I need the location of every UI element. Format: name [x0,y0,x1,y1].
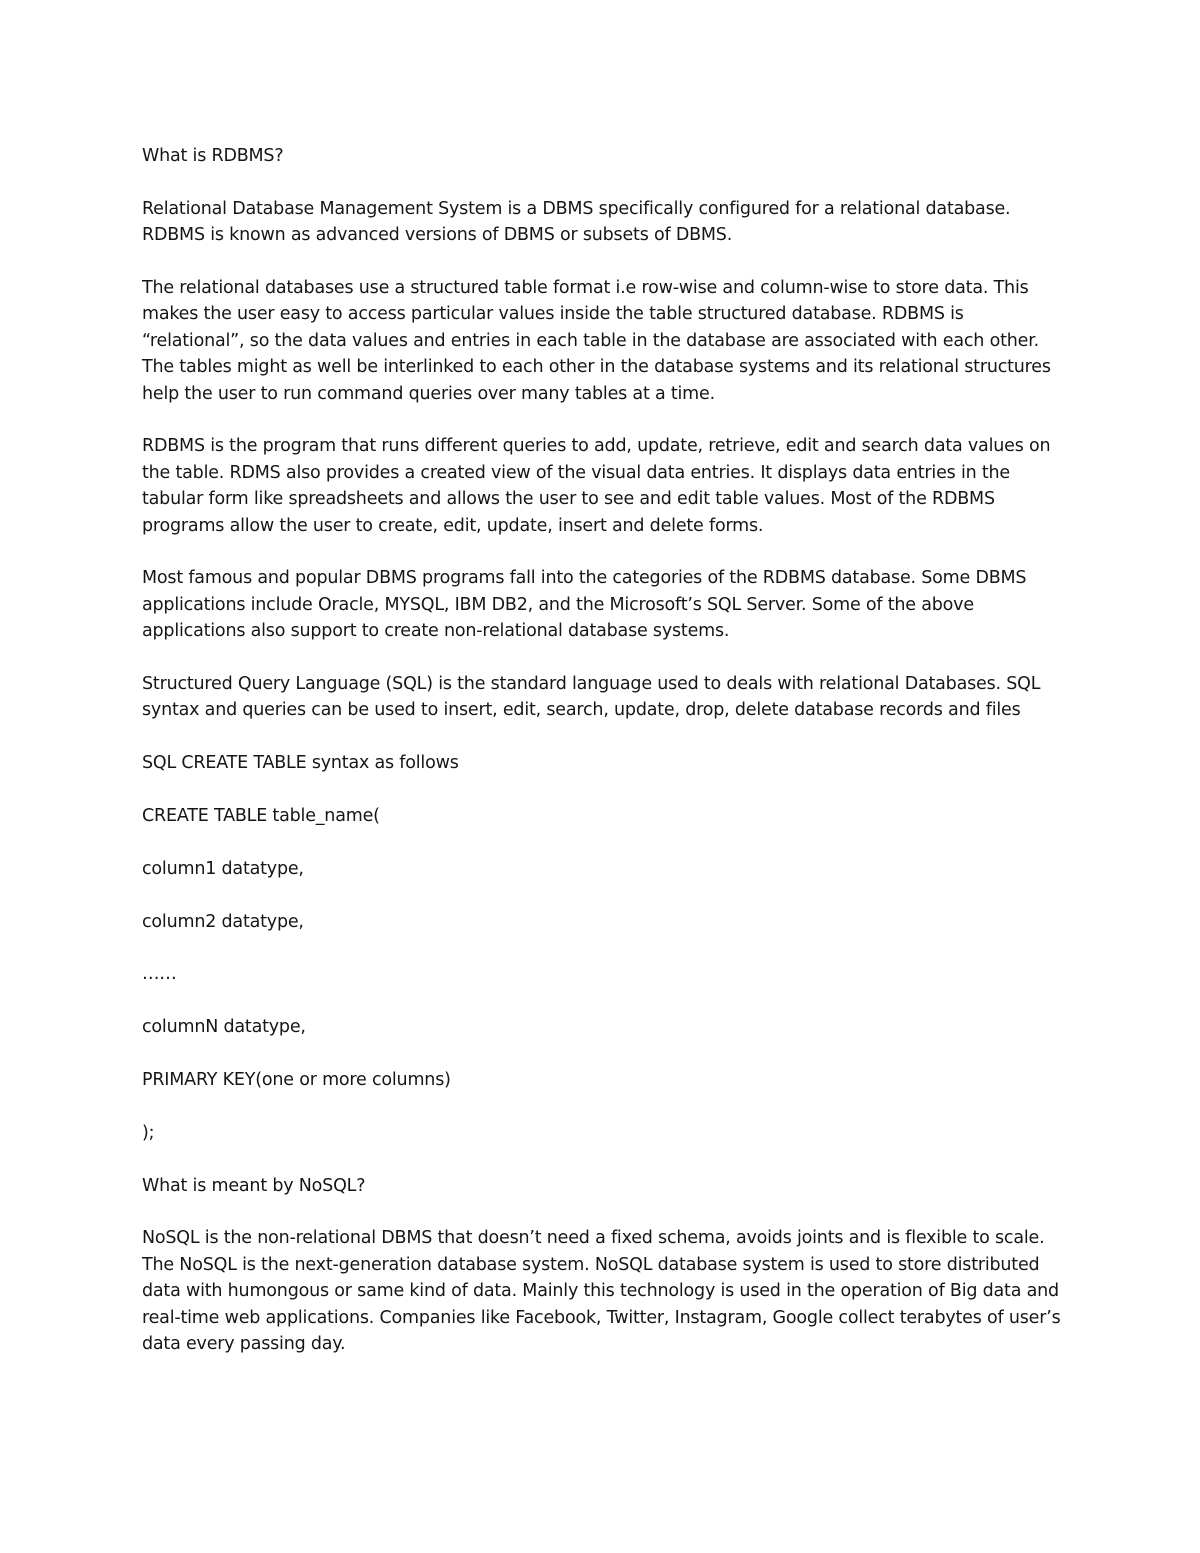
sql-line-close: ); [142,1122,155,1143]
heading-nosql: What is meant by NoSQL? [142,1175,366,1196]
sql-syntax-intro: SQL CREATE TABLE syntax as follows [142,753,459,774]
heading-rdbms: What is RDBMS? [142,146,284,166]
sql-line-column1: column1 datatype, [142,858,304,879]
sql-line-columnN: columnN datatype, [142,1017,306,1038]
sql-line-primary-key: PRIMARY KEY(one or more columns) [142,1070,451,1091]
sql-line-ellipsis: …… [142,964,177,985]
paragraph-dbms-programs: Most famous and popular DBMS programs fall into the categories of the RDBMS database. Some DBMS applications include Oracle, MYSQL, IBM DB2, and the Microsoft’s SQL Server. Some of the above applications also support to create non-relational database systems. [142,568,1027,642]
sql-line-column2: column2 datatype, [142,911,304,932]
document-body [142,143,1062,1384]
paragraph-rdbms-program: RDBMS is the program that runs different queries to add, update, retrieve, edit and search data values on the table. RDMS also provides a created view of the visual data entries. It displays data entries in the tabular form like spreadsheets and allows the user to see and edit table values. Most of the RDBMS programs allow the user to create, edit, update, insert and delete forms. [142,436,1051,536]
paragraph-sql: Structured Query Language (SQL) is the standard language used to deals with relational Databases. SQL syntax and queries can be used to insert, edit, search, update, drop, delete database records and files [142,674,1041,721]
paragraph-rdbms-definition: Relational Database Management System is a DBMS specifically configured for a relational database. RDBMS is known as advanced versions of DBMS or subsets of DBMS. [142,198,1011,246]
paragraph-nosql: NoSQL is the non-relational DBMS that doesn’t need a fixed schema, avoids joints and is flexible to scale. The NoSQL is the next-generation database system. NoSQL database system is used to store distributed data with humongous or same kind of data. Mainly this technology is used in the operation of Big data and real-time web applications. Companies like Facebook, Twitter, Instagram, Google collect terabytes of user’s data every passing day. [142,1228,1061,1355]
paragraph-relational-tables: The relational databases use a structured table format i.e row-wise and column-wise to store data. This makes the user easy to access particular values inside the table structured database. RDBMS is “relational”, so the data values and entries in each table in the database are associated with each other. The tables might as well be interlinked to each other in the database systems and its relational structures help the user to run command queries over many tables at a time. [142,278,1051,404]
sql-line-create-table: CREATE TABLE table_name( [142,806,380,827]
